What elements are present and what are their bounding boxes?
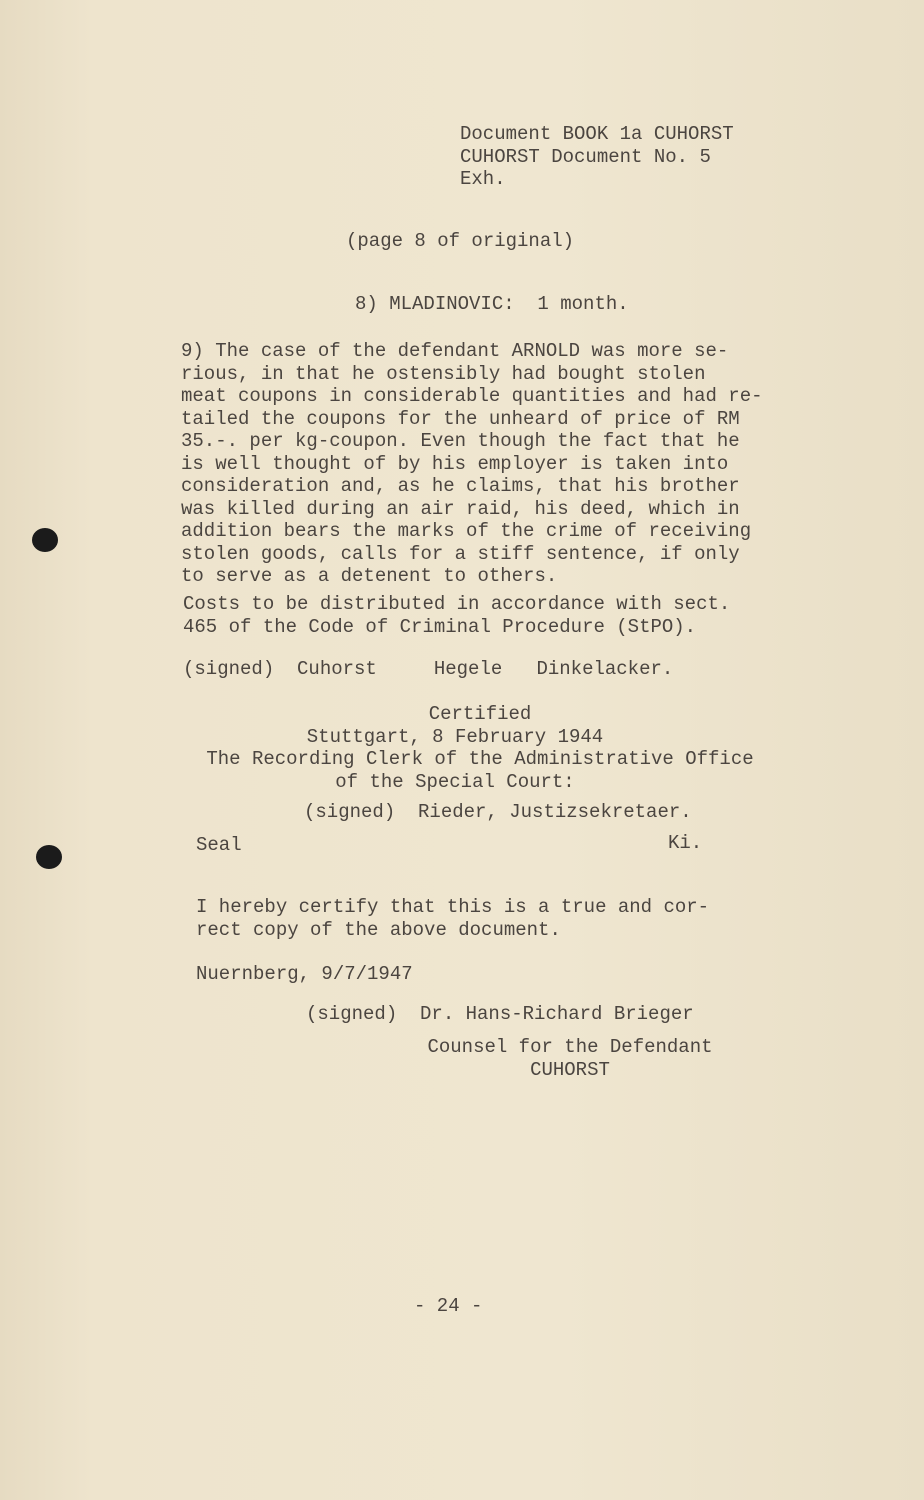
text-line: of the Special Court: bbox=[335, 770, 575, 793]
text-line: CUHORST bbox=[530, 1058, 610, 1081]
header-line: Document BOOK 1a CUHORST bbox=[460, 123, 734, 145]
punch-hole bbox=[32, 528, 58, 552]
certify-paragraph bbox=[196, 896, 709, 941]
punch-hole bbox=[36, 845, 62, 869]
item-8: 8) MLADINOVIC: 1 month. bbox=[355, 293, 629, 315]
header-line: Exh. bbox=[460, 168, 506, 190]
text-line: tailed the coupons for the unheard of price of RM bbox=[181, 407, 740, 430]
text-line: rious, in that he ostensibly had bought stolen bbox=[181, 362, 706, 385]
page-number: - 24 - bbox=[414, 1295, 483, 1317]
text-line: stolen goods, calls for a stiff sentence, if only bbox=[181, 542, 740, 565]
text-line: is well thought of by his employer is taken into bbox=[181, 452, 729, 475]
text-line: I hereby certify that this is a true and cor- bbox=[196, 896, 710, 918]
header-line: CUHORST Document No. 5 bbox=[460, 145, 711, 168]
text-line: Counsel for the Defendant bbox=[427, 1036, 713, 1058]
text-line: to serve as a detenent to others. bbox=[181, 565, 558, 587]
page-reference: (page 8 of original) bbox=[346, 230, 575, 252]
text-line: was killed during an air raid, his deed, which in bbox=[181, 497, 740, 520]
text-line: consideration and, as he claims, that his brother bbox=[181, 475, 740, 497]
clerk-signature: (signed) Rieder, Justizsekretaer. bbox=[304, 801, 692, 823]
counsel-block bbox=[420, 1036, 720, 1081]
text-line: Certified bbox=[428, 703, 532, 725]
text-line: rect copy of the above document. bbox=[196, 918, 561, 941]
text-line: 35.-. per kg-coupon. Even though the fact that he bbox=[181, 430, 740, 452]
judges-signatures: (signed) Cuhorst Hegele Dinkelacker. bbox=[183, 658, 674, 680]
text-line: 9) The case of the defendant ARNOLD was more se- bbox=[181, 340, 729, 362]
costs-paragraph bbox=[183, 593, 730, 638]
text-line: Costs to be distributed in accordance with sect. bbox=[183, 593, 731, 615]
initials: Ki. bbox=[668, 832, 703, 854]
text-line: The Recording Clerk of the Administrative Office bbox=[206, 748, 754, 770]
document-header bbox=[460, 123, 734, 191]
certification-block bbox=[195, 703, 765, 793]
text-line: addition bears the marks of the crime of receiving bbox=[181, 520, 752, 542]
text-line: Stuttgart, 8 February 1944 bbox=[306, 725, 604, 748]
seal-label: Seal bbox=[196, 834, 242, 856]
item-9-paragraph bbox=[181, 340, 763, 588]
counsel-signature: (signed) Dr. Hans-Richard Brieger bbox=[306, 1003, 694, 1025]
text-line: 465 of the Code of Criminal Procedure (StPO). bbox=[183, 615, 697, 638]
place-date: Nuernberg, 9/7/1947 bbox=[196, 963, 413, 985]
text-line: meat coupons in considerable quantities and had re- bbox=[181, 385, 763, 407]
